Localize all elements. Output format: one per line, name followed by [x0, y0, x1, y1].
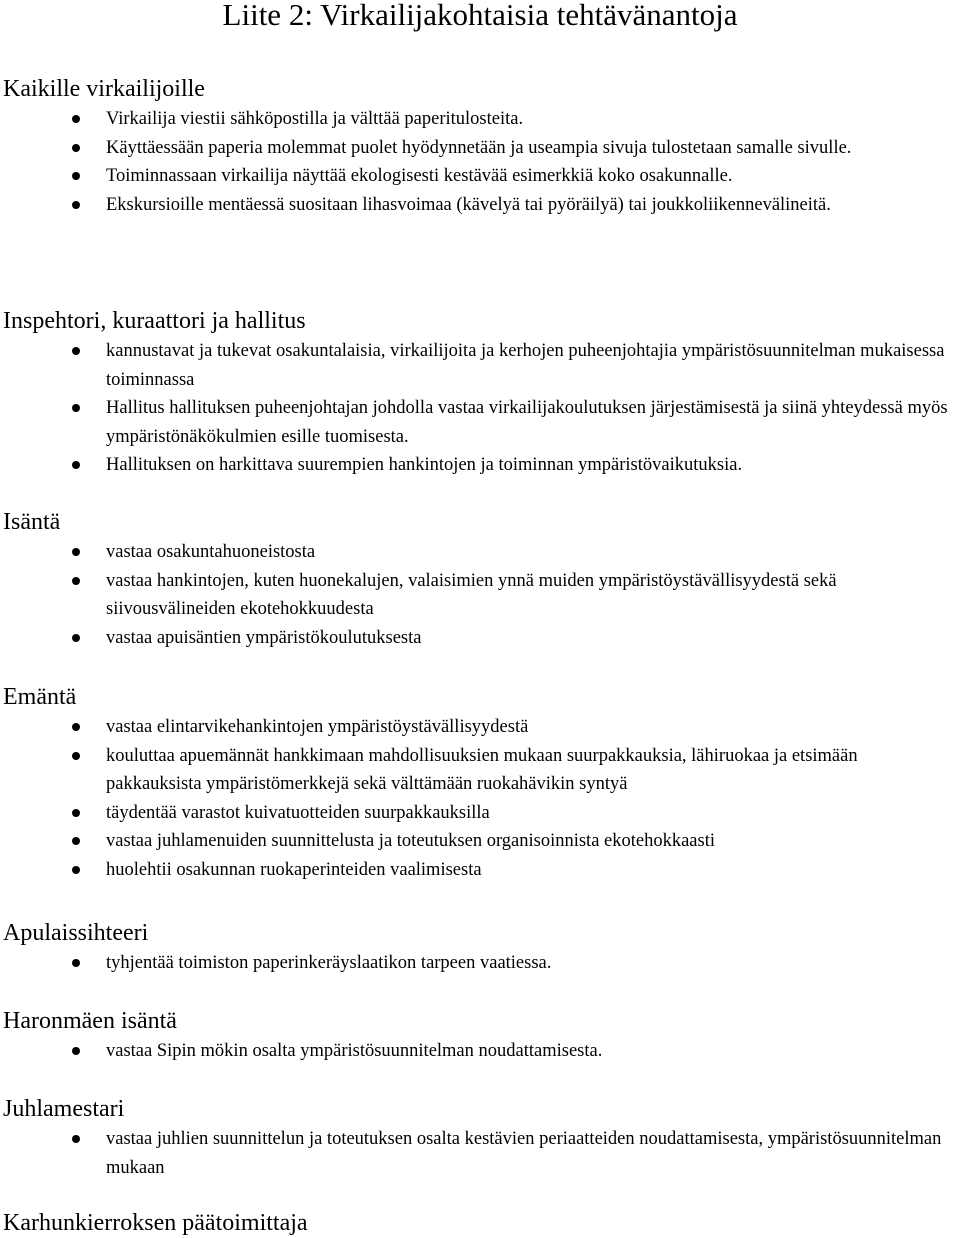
list-item-text: vastaa Sipin mökin osalta ympäristösuunnitelman noudattamisesta.	[106, 1041, 603, 1061]
bullet-icon	[72, 837, 80, 845]
bullet-icon	[72, 172, 80, 180]
section-juhlamestari	[0, 1094, 960, 1182]
list-item	[0, 1125, 960, 1182]
section-heading: Apulaissihteeri	[3, 920, 149, 946]
bullet-list	[0, 1037, 960, 1066]
bullet-icon	[72, 634, 80, 642]
section-heading: Kaikille virkailijoille	[3, 76, 205, 102]
list-item	[0, 799, 960, 828]
list-item-text: Toiminnassaan virkailija näyttää ekologisesti kestävää esimerkkiä koko osakunnalle.	[106, 166, 733, 186]
list-item-text: kannustavat ja tukevat osakuntalaisia, virkailijoita ja kerhojen puheenjohtajia ympäristösuunnitelman mukaisessa toiminnassa	[106, 341, 945, 390]
list-item	[0, 1037, 960, 1066]
list-item-text: täydentää varastot kuivatuotteiden suurpakkauksilla	[106, 802, 490, 823]
bullet-icon	[72, 201, 80, 209]
bullet-icon	[72, 809, 80, 817]
section-heading: Karhunkierroksen päätoimittaja	[3, 1210, 308, 1236]
list-item-text: vastaa hankintojen, kuten huonekalujen, valaisimien ynnä muiden ympäristöystävällisyydestä sekä siivousvälineiden ekotehokkuudesta	[106, 570, 837, 619]
list-item-text: huolehtii osakunnan ruokaperinteiden vaalimisesta	[106, 859, 482, 880]
section-karhunkierroksen-paatoimittaja	[0, 1208, 960, 1238]
bullet-icon	[72, 461, 80, 469]
bullet-list	[0, 713, 960, 884]
list-item-text: vastaa juhlamenuiden suunnittelusta ja toteutuksen organisoinnista ekotehokkaasti	[106, 831, 716, 851]
bullet-icon	[72, 723, 80, 731]
bullet-icon	[72, 577, 80, 585]
section-heading: Emäntä	[3, 684, 77, 710]
section-heading: Inspehtori, kuraattori ja hallitus	[3, 308, 306, 334]
list-item	[0, 191, 960, 220]
list-item	[0, 742, 960, 799]
list-item-text: tyhjentää toimiston paperinkeräyslaatikon tarpeen vaatiessa.	[106, 953, 552, 973]
bullet-list	[0, 949, 960, 978]
list-item-text: Hallitus hallituksen puheenjohtajan johdolla vastaa virkailijakoulutuksen järjestämisestä ja siinä yhteydessä myös ympäristönäkökulmien esille tuomisesta.	[106, 398, 948, 447]
list-item	[0, 451, 960, 480]
section-inspehtori-kuraattori-hallitus	[0, 306, 960, 480]
list-item	[0, 949, 960, 978]
list-item-text: Virkailija viestii sähköpostilla ja välttää paperitulosteita.	[106, 109, 524, 129]
bullet-icon	[72, 404, 80, 412]
list-item	[0, 567, 960, 624]
list-item-text: kouluttaa apuemännät hankkimaan mahdollisuuksien mukaan suurpakkauksia, lähiruokaa ja etsimään pakkauksista ympäristömerkkejä sekä välttämään ruokahävikin syntyä	[106, 745, 858, 794]
section-kaikille-virkailijoille	[0, 74, 960, 219]
bullet-icon	[72, 1047, 80, 1055]
list-item-text: Käyttäessään paperia molemmat puolet hyödynnetään ja useampia sivuja tulostetaan samalle sivulle.	[106, 137, 852, 158]
bullet-icon	[72, 144, 80, 152]
section-haronmaen-isanta	[0, 1006, 960, 1066]
list-item	[0, 827, 960, 856]
list-item	[0, 162, 960, 191]
section-heading: Juhlamestari	[3, 1096, 125, 1122]
bullet-icon	[72, 959, 80, 967]
bullet-icon	[72, 1135, 80, 1143]
bullet-icon	[72, 347, 80, 355]
bullet-icon	[72, 866, 80, 874]
list-item	[0, 394, 960, 451]
bullet-icon	[72, 548, 80, 556]
list-item-text: Ekskursioille mentäessä suositaan lihasvoimaa (kävelyä tai pyöräilyä) tai joukkoliikennevälineitä.	[106, 194, 831, 215]
list-item	[0, 538, 960, 567]
list-item-text: vastaa juhlien suunnittelun ja toteutuksen osalta kestävien periaatteiden noudattamisesta, ympäristösuunnitelman mukaan	[106, 1129, 942, 1178]
list-item	[0, 105, 960, 134]
bullet-list	[0, 337, 960, 480]
list-item	[0, 337, 960, 394]
list-item	[0, 856, 960, 885]
bullet-icon	[72, 752, 80, 760]
section-heading: Haronmäen isäntä	[3, 1008, 177, 1034]
bullet-icon	[72, 115, 80, 123]
list-item	[0, 624, 960, 653]
list-item	[0, 713, 960, 742]
section-heading: Isäntä	[3, 509, 61, 535]
bullet-list	[0, 1125, 960, 1182]
list-item	[0, 134, 960, 163]
list-item-text: vastaa osakuntahuoneistosta	[106, 542, 316, 562]
list-item-text: vastaa apuisäntien ympäristökoulutuksesta	[106, 627, 422, 648]
list-item-text: Hallituksen on harkittava suurempien hankintojen ja toiminnan ympäristövaikutuksia.	[106, 455, 743, 475]
page-title: Liite 2: Virkailijakohtaisia tehtävänantoja	[222, 0, 738, 32]
section-isanta	[0, 507, 960, 652]
list-item-text: vastaa elintarvikehankintojen ympäristöystävällisyydestä	[106, 717, 529, 737]
section-apulaissihteeri	[0, 918, 960, 978]
bullet-list	[0, 538, 960, 652]
bullet-list	[0, 105, 960, 219]
section-emanta	[0, 682, 960, 884]
